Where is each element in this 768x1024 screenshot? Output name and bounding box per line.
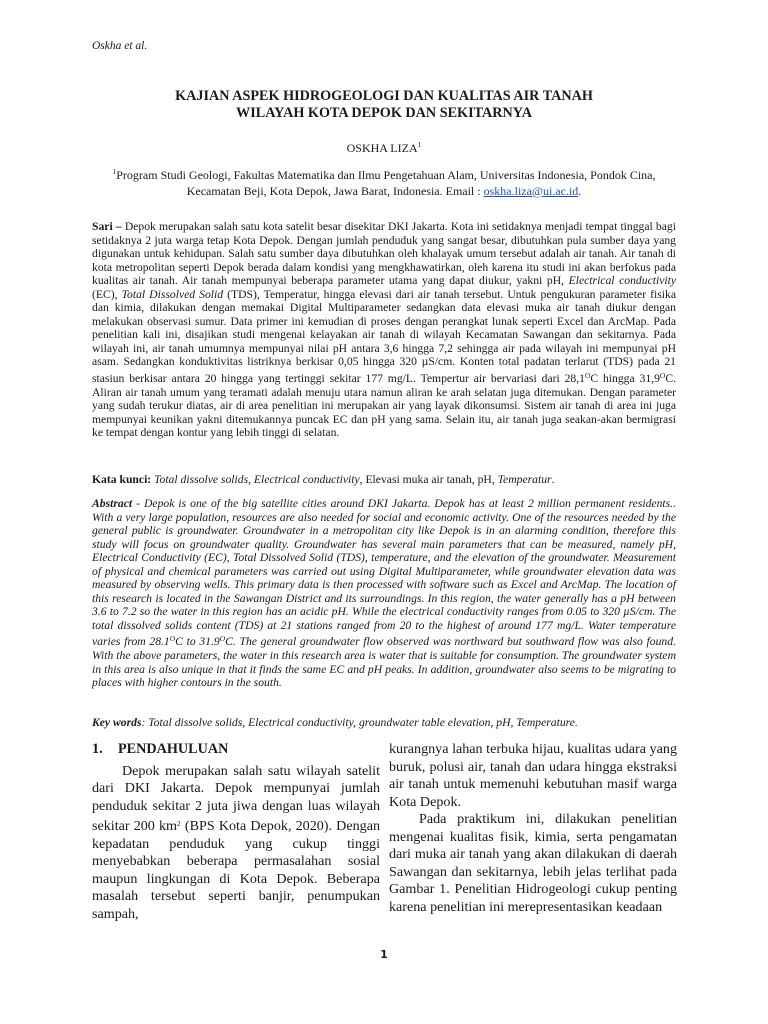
paragraph: kurangnya lahan terbuka hijau, kualitas udara yang buruk, polusi air, tanah dan udara hingga ekstraksi air tanah untuk memenuhi kebutuhan masif warga Kota Depok.: [389, 741, 677, 810]
kata-kunci-terms: Total dissolve solids, Electrical conductivity: [151, 473, 360, 486]
degree-sup: O: [219, 634, 226, 644]
author-line: [0, 140, 768, 156]
author-name: OSKHA LIZA: [346, 141, 418, 155]
paragraph-text: Depok merupakan salah satu wilayah satelit dari DKI Jakarta. Depok mempunyai jumlah penduduk sekitar 2 juta jiwa dengan luas wilayah sekitar 200 km: [92, 762, 380, 835]
kata-kunci-terms: Temperatur: [497, 473, 552, 486]
sari-term: Total Dissolved Solid: [121, 287, 224, 301]
kata-kunci-terms: , Elevasi muka air tanah, pH,: [359, 473, 498, 486]
abstract-label: Abstract: [92, 497, 133, 510]
kata-kunci-end: .: [551, 473, 555, 486]
sari-label: Sari –: [92, 220, 122, 233]
sari-text: (EC),: [92, 287, 122, 301]
section-number: 1.: [92, 741, 103, 757]
sari-abstract: [92, 220, 676, 440]
sari-text: C. Aliran air tanah umum yang teramati adalah menuju utara namun aliran ke arah selatan juga ditemukan. Dengan parameter yang sudah terukur diatas, air di area penelitian ini merupakan air yang layak dikonsumsi. Sistem air tanah di area ini juga mempunyai keunikan yakni ditemukannya puncak EC dan pH yang sama. Selain itu, air tanah juga seakan-akan bermigrasi ke tempat dengan kontur yang lebih tinggi di selatan.: [92, 372, 677, 440]
column-left: [92, 741, 380, 923]
sari-text: Depok merupakan salah satu kota satelit besar disekitar DKI Jakarta. Kota ini setidaknya menjadi tempat tinggal bagi setidaknya 2 juta warga tetap Kota Depok. Dengan jumlah penduduk yang sangat besar, dibutuhkan pula sumber daya yang digunakan untuk kehidupan. Salah satu sumber daya dibutuhkan oleh khalayak umum tersebut adalah air tanah. Air tanah di kota metropolitan seperti Depok berada dalam kondisi yang mengkhawatirkan, oleh karena itu studi ini akan berfokus pada kualitas air tanah. Air tanah mempunyai beberapa parameter utama yang dapat diukur, yakni pH,: [92, 220, 676, 288]
degree-sup: O: [659, 371, 666, 381]
superscript: 2: [177, 819, 181, 829]
title-line-2: WILAYAH KOTA DEPOK DAN SEKITARNYA: [236, 105, 532, 121]
sari-text: (TDS), Temperatur, hingga elevasi dari air tanah tersebut. Untuk pengukuran parameter fisika dan kimia, dilakukan dengan memakai Digital Multiparameter sedangkan data elevasi muka air tanah diukur dengan melakukan observasi sumur. Data primer ini kemudian di proses dengan perangkat lunak seperti Excel dan ArcMap. Pada penelitian kali ini, disajikan studi mengenai kelayakan air tanah di wilayah Kecamatan Sawangan dan sekitarnya. Pada wilayah ini, air tanah umumnya mempunyai nilai pH antara 3,6 hingga 7,2 sehingga air pada wilayah ini mempunyai pH asam. Sedangkan konduktivitas listriknya berkisar 0,05 hingga 320 µS/cm. Konten total padatan terlarut (TDS) pada 21 stasiun berkisar antara 20 hingga yang tertinggi sekitar 177 mg/L. Tempertur air bervariasi dari 28,1: [92, 287, 676, 386]
abstract-text: C to 31.9: [175, 635, 220, 649]
paragraph: [92, 763, 380, 924]
kata-kunci-label: Kata kunci:: [92, 473, 152, 486]
section-heading: [92, 741, 380, 759]
key-words-text: : Total dissolve solids, Electrical conductivity, groundwater table elevation, pH, Temperature.: [141, 716, 578, 729]
sari-text: C hingga 31,9: [590, 372, 660, 386]
degree-sup: O: [584, 371, 591, 381]
column-right: [389, 741, 677, 916]
author-sup: 1: [417, 140, 422, 149]
english-abstract: [92, 497, 676, 690]
title-line-1: KAJIAN ASPEK HIDROGEOLOGI DAN KUALITAS AIR TANAH: [175, 88, 593, 104]
affiliation-text: Program Studi Geologi, Fakultas Matematika dan Ilmu Pengetahuan Alam, Universitas Indonesia, Pondok Cina, Kecamatan Beji, Kota Depok, Jawa Barat, Indonesia. Email :: [116, 168, 656, 198]
affiliation: [92, 164, 676, 199]
paragraph-text: (BPS Kota Depok, 2020). Dengan kepadatan penduduk yang cukup tinggi menyebabkan beberapa permasalahan sosial maupun lingkungan di Kota Depok. Beberapa masalah tersebut seperti banjir, penumpukan sampah,: [92, 818, 380, 922]
sari-term: Electrical conductivity: [568, 274, 677, 288]
key-words: [92, 716, 676, 730]
paragraph: Pada praktikum ini, dilakukan penelitian mengenai kualitas fisik, kimia, serta pengamatan dari muka air tanah yang akan dilakukan di daerah Sawangan dan sekitarnya, lebih jelas terlihat pada Gambar 1. Penelitian Hidrogeologi cukup penting karena penelitian ini merepresentasikan keadaan: [389, 811, 677, 915]
page-number: 1: [380, 948, 388, 961]
key-words-label: Key words: [92, 716, 142, 729]
kata-kunci: [92, 473, 676, 487]
email-link[interactable]: oskha.liza@ui.ac.id: [483, 183, 579, 198]
affiliation-sup: 1: [112, 167, 117, 176]
abstract-text: - Depok is one of the big satellite cities around DKI Jakarta. Depok has at least 2 million permanent residents.. With a very large population, resources are also needed for social and economic activity. One of the resources needed by the general public is groundwater. Groundwater in a metropolitan city like Depok is in an alarming condition, therefore this study will focus on groundwater quality. Groundwater has several main parameters that can be measured, namely pH, Electrical Conductivity (EC), Total Dissolved Solid (TDS), temperature, and the elevation of the groundwater. Measurement of physical and chemical parameters was carried out using Digital Multiparameter, while groundwater elevation data was measured by observing wells. This primary data is then processed with software such as Excel and ArcMap. The location of this research is located in the Sawangan District and its surroundings. In this region, the water generally has a pH between 3.6 to 7.2 so the water in this region has an acidic pH. While the electrical conductivity ranges from 0.05 to 320 µS/cm. The total dissolved solids content (TDS) at 21 stations ranged from 20 to the highest of around 177 mg/L. Water temperature varies from 28.1: [92, 497, 676, 649]
running-head: Oskha et al.: [92, 40, 148, 52]
section-title: PENDAHULUAN: [118, 741, 229, 757]
degree-sup: O: [169, 634, 176, 644]
affiliation-end: .: [578, 183, 582, 198]
paper-title: [0, 88, 768, 122]
abstract-text: C. The general groundwater flow observed was northward but southward flow was also found. With the above parameters, the water in this research area is water that is suitable for consumption. The groundwater system in this area is also unique in that it finds the same EC and pH peaks. In addition, groundwater also seems to be migrating to places with higher contours in the south.: [92, 635, 676, 690]
